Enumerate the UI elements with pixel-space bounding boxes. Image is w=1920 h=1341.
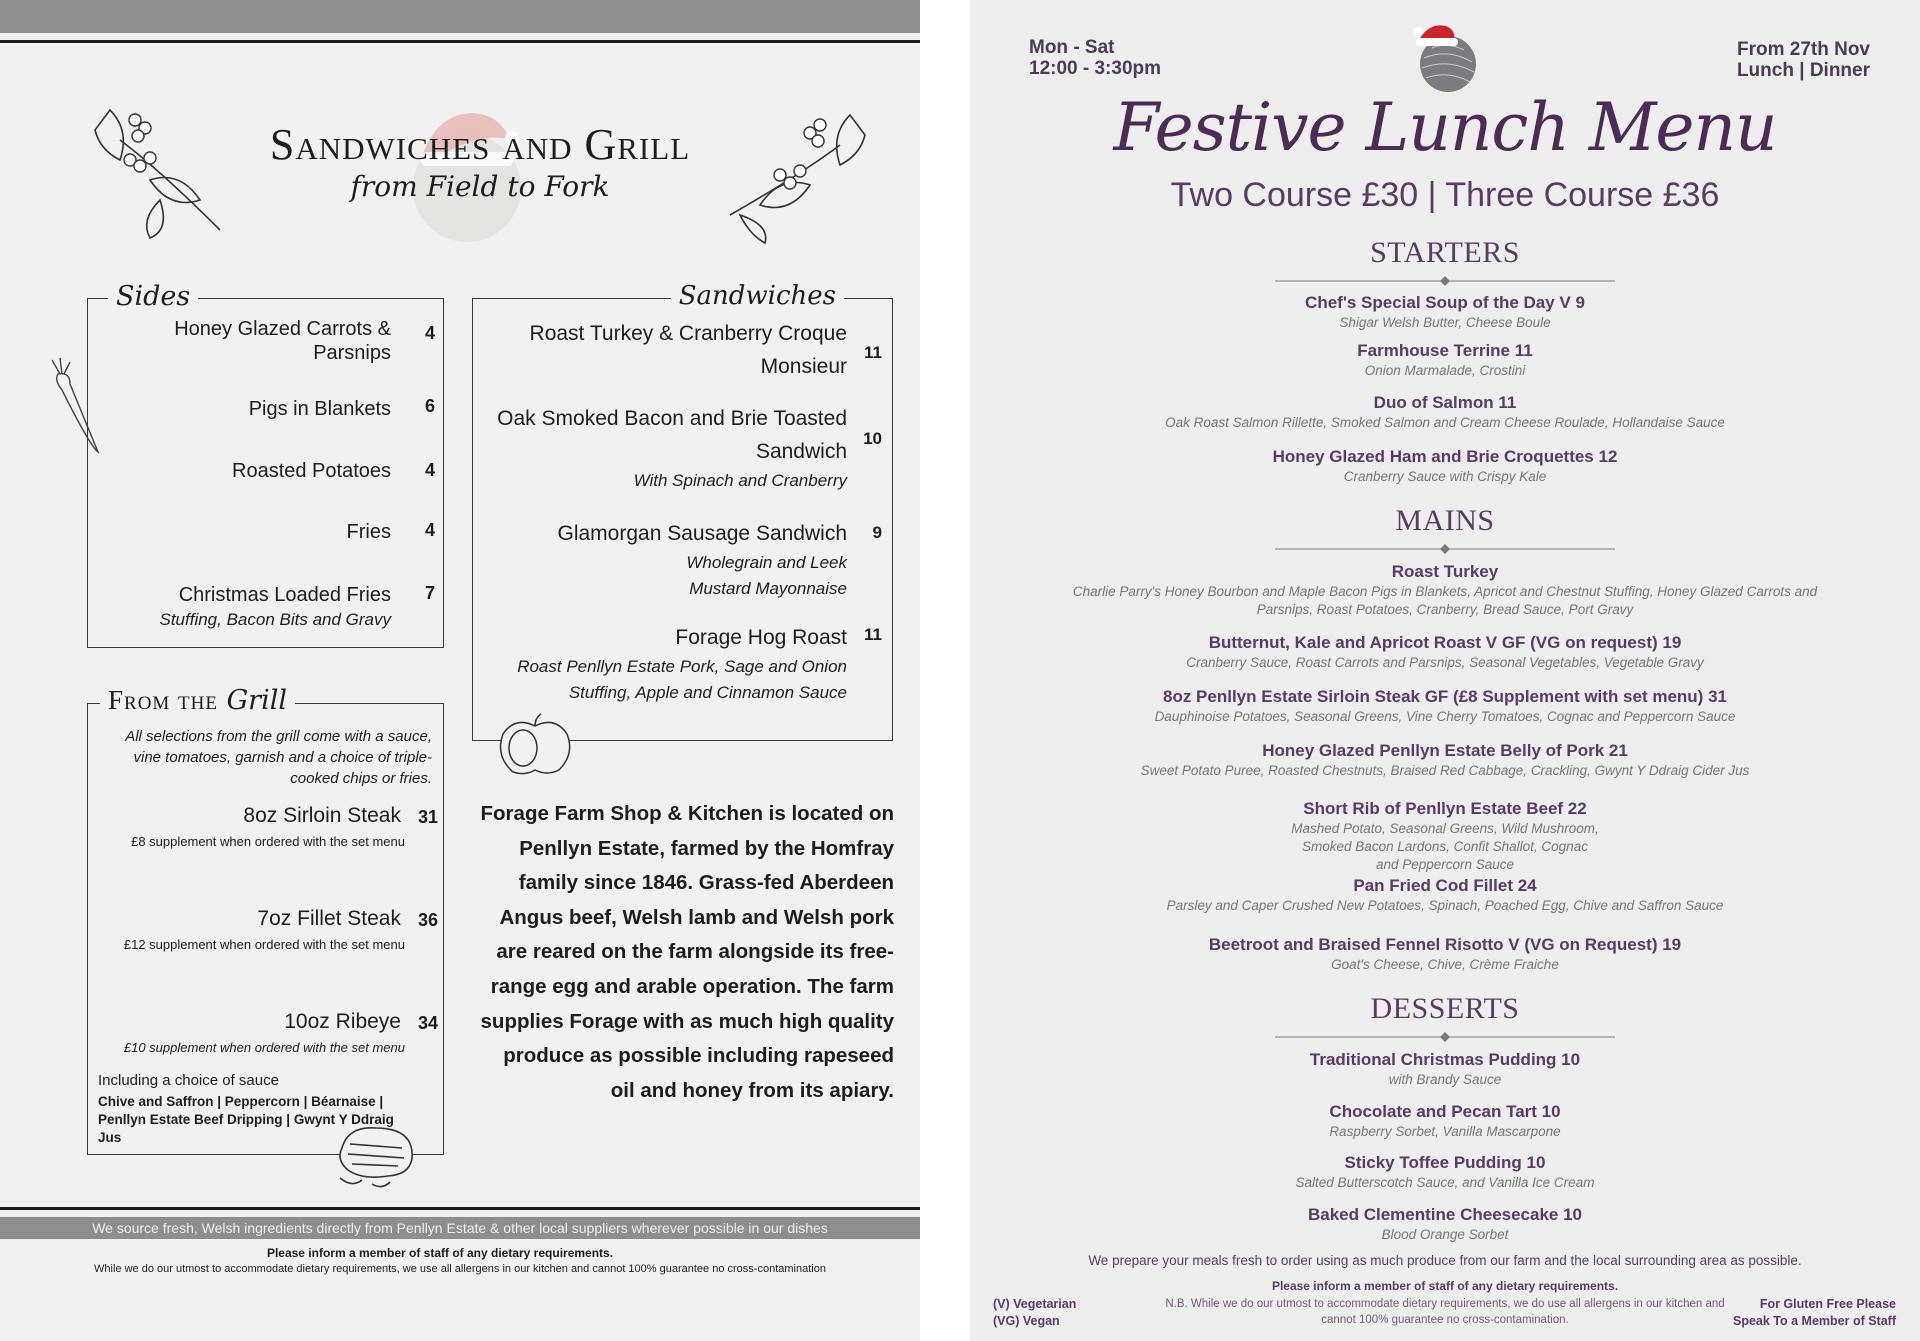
sandwich-desc: Roast Penllyn Estate Pork, Sage and Onion Stuffing, Apple and Cinnamon Sauce xyxy=(517,657,847,702)
section-divider xyxy=(1275,1030,1615,1044)
starter-item xyxy=(970,446,1920,486)
gluten-free-note xyxy=(1706,1296,1896,1330)
section-divider xyxy=(1275,542,1615,556)
dish-name: Sticky Toffee Pudding 10 xyxy=(1344,1153,1546,1172)
section-title: DESSERTS xyxy=(1370,992,1520,1025)
main-item xyxy=(970,632,1920,672)
side-item-price: 4 xyxy=(424,460,435,480)
sides-heading: Sides xyxy=(108,281,198,312)
dish-name: Baked Clementine Cheesecake 10 xyxy=(1307,1205,1583,1224)
main-item xyxy=(970,934,1920,974)
gf-note-line: For Gluten Free Please xyxy=(1759,1297,1896,1311)
bottom-divider xyxy=(0,1207,920,1210)
sandwich-name: Oak Smoked Bacon and Brie Toasted Sandwich xyxy=(497,407,847,463)
main-item xyxy=(970,875,1920,915)
starter-item xyxy=(970,292,1920,332)
dish-name: Traditional Christmas Pudding 10 xyxy=(1309,1050,1581,1069)
section-title: STARTERS xyxy=(1370,236,1520,269)
steak-note: £8 supplement when ordered with the set menu xyxy=(131,834,405,849)
dessert-item xyxy=(970,1101,1920,1141)
steak-icon xyxy=(332,1118,420,1192)
mains-heading xyxy=(970,504,1920,538)
desserts-heading xyxy=(970,992,1920,1026)
diet-legend xyxy=(993,1296,1076,1330)
services: Lunch | Dinner xyxy=(1736,60,1870,81)
grill-heading-grill: Grill xyxy=(226,685,287,716)
christmas-bauble-icon xyxy=(1408,18,1484,94)
main-item xyxy=(970,740,1920,780)
availability xyxy=(1680,39,1870,81)
dish-desc: Sweet Potato Puree, Roasted Chestnuts, Braised Red Cabbage, Crackling, Gwynt Y Ddraig Cider Jus xyxy=(1140,763,1750,778)
dish-name: Duo of Salmon 11 xyxy=(1373,393,1517,412)
dish-desc: Salted Butterscotch Sauce, and Vanilla Ice Cream xyxy=(1295,1175,1595,1190)
section-title: MAINS xyxy=(1395,504,1495,537)
grill-heading-from: From the xyxy=(108,685,218,715)
dish-desc: with Brandy Sauce xyxy=(1388,1072,1502,1087)
from-date: From 27th Nov xyxy=(1736,39,1870,60)
steak-note: £12 supplement when ordered with the set menu xyxy=(123,937,405,952)
sauce-heading: Including a choice of sauce xyxy=(98,1072,279,1089)
sandwich-item xyxy=(452,317,847,383)
section-divider xyxy=(1275,274,1615,288)
dish-desc: Mashed Potato, Seasonal Greens, Wild Mushroom, Smoked Bacon Lardons, Confit Shallot, Cognac and Peppercorn Sauce xyxy=(1291,821,1599,872)
steak-name: 10oz Ribeye xyxy=(284,1010,401,1033)
main-item xyxy=(970,686,1920,726)
opening-days xyxy=(1029,37,1161,79)
steak-price: 31 xyxy=(417,807,438,827)
sandwich-price: 11 xyxy=(864,625,882,644)
top-grey-bar xyxy=(0,0,920,33)
dish-name: Pan Fried Cod Fillet 24 xyxy=(1353,876,1537,895)
dish-name: Farmhouse Terrine 11 xyxy=(1357,341,1533,360)
dish-desc: Cranberry Sauce, Roast Carrots and Parsnips, Seasonal Vegetables, Vegetable Gravy xyxy=(1186,655,1704,670)
sandwich-price: 10 xyxy=(863,429,882,448)
sandwich-name: Roast Turkey & Cranberry Croque Monsieur xyxy=(529,322,847,378)
sandwich-name: Forage Hog Roast xyxy=(675,626,847,649)
allergen-disclaimer: While we do our utmost to accommodate dietary requirements, we use all allergens in our kitchen and cannot 100% guarantee no cross-contamination xyxy=(94,1263,826,1275)
dish-desc: Charlie Parry's Honey Bourbon and Maple Bacon Pigs in Blankets, Apricot and Chestnut Stuffing, Honey Glazed Carrots and Parsnips, Roast Potatoes, Cranberry, Bread Sauce, Port Gravy xyxy=(1072,584,1818,617)
dish-name: Beetroot and Braised Fennel Risotto V (VG on Request) 19 xyxy=(1208,935,1682,954)
steak-price: 34 xyxy=(417,1013,438,1033)
allergen-disclaimer: N.B. While we do our utmost to accommodate dietary requirements, we do use all allergens in our kitchen and cannot 100% guarantee no cross-contamination. xyxy=(1165,1298,1725,1326)
dish-name: Honey Glazed Penllyn Estate Belly of Pork 21 xyxy=(1262,741,1628,760)
sourcing-banner: We source fresh, Welsh ingredients directly from Penllyn Estate & other local suppliers wherever possible in our dishes xyxy=(0,1217,920,1239)
grill-section xyxy=(87,685,444,1155)
side-item-price: 4 xyxy=(424,520,435,540)
dessert-item xyxy=(970,1152,1920,1192)
side-item-name: Fries xyxy=(346,521,391,543)
dish-desc: Shigar Welsh Butter, Cheese Boule xyxy=(1339,315,1551,330)
starter-item xyxy=(970,392,1920,432)
starter-item xyxy=(970,340,1920,380)
main-item xyxy=(970,561,1920,619)
sides-section xyxy=(87,281,444,648)
sauce-list: Chive and Saffron | Peppercorn | Béarnaise | Penllyn Estate Beef Dripping | Gwynt Y Ddraig Jus xyxy=(98,1094,394,1145)
steak-name: 7oz Fillet Steak xyxy=(257,907,401,930)
course-pricing: Two Course £30 | Three Course £36 xyxy=(1170,176,1720,214)
dish-name: Chocolate and Pecan Tart 10 xyxy=(1329,1102,1561,1121)
side-item-name: Pigs in Blankets xyxy=(248,398,391,420)
dish-desc: Blood Orange Sorbet xyxy=(1381,1227,1509,1242)
steak-price: 36 xyxy=(417,910,438,930)
main-item xyxy=(970,798,1920,874)
side-item-price: 6 xyxy=(424,396,435,416)
gf-note-line: Speak To a Member of Staff xyxy=(1733,1314,1896,1328)
side-item-price: 4 xyxy=(424,323,435,343)
dish-name: Roast Turkey xyxy=(1391,562,1499,581)
hours-text: 12:00 - 3:30pm xyxy=(1029,58,1162,79)
sandwich-price: 11 xyxy=(864,343,882,362)
dish-desc: Raspberry Sorbet, Vanilla Mascarpone xyxy=(1329,1124,1561,1139)
grill-intro: All selections from the grill come with a sauce, vine tomatoes, garnish and a choice of triple-cooked chips or fries. xyxy=(125,728,432,787)
side-item-name: Christmas Loaded Fries xyxy=(178,584,391,606)
dessert-item xyxy=(970,1049,1920,1089)
sandwich-item xyxy=(452,402,847,494)
dish-desc: Goat's Cheese, Chive, Crème Fraiche xyxy=(1331,957,1559,972)
steak-note: £10 supplement when ordered with the set menu xyxy=(123,1040,405,1055)
grill-heading xyxy=(100,685,295,716)
sandwich-price: 9 xyxy=(872,523,882,542)
starters-heading xyxy=(970,236,1920,270)
top-divider xyxy=(0,40,920,43)
sandwiches-section xyxy=(472,281,893,741)
farm-description: Forage Farm Shop & Kitchen is located on Penllyn Estate, farmed by the Homfray family since 1846. Grass-fed Aberdeen Angus beef, Welsh lamb and Welsh pork are reared on the farm alongside its free-range egg and arable operation. The farm supplies Forage with as much high quality produce as possible including rapeseed oil and honey from its apiary. xyxy=(480,802,894,1102)
dish-name: Chef's Special Soup of the Day V 9 xyxy=(1305,293,1585,312)
side-item-name: Honey Glazed Carrots & Parsnips xyxy=(174,318,391,364)
dietary-notice: Please inform a member of staff of any dietary requirements. xyxy=(266,1246,614,1260)
legend-vegan: (VG) Vegan xyxy=(993,1314,1060,1328)
days-text: Mon - Sat xyxy=(1029,37,1115,58)
side-item-price: 7 xyxy=(424,583,435,603)
sandwich-desc: Wholegrain and Leek Mustard Mayonnaise xyxy=(686,553,847,598)
dish-name: Honey Glazed Ham and Brie Croquettes 12 xyxy=(1272,447,1618,466)
dietary-notice: Please inform a member of staff of any dietary requirements. xyxy=(1271,1279,1619,1293)
dish-desc: Onion Marmalade, Crostini xyxy=(1364,363,1526,378)
page-subtitle: from Field to Fork xyxy=(350,170,610,203)
steak-name: 8oz Sirloin Steak xyxy=(243,804,401,827)
dish-name: 8oz Penllyn Estate Sirloin Steak GF (£8 Supplement with set menu) 31 xyxy=(1163,687,1727,706)
festive-title: Festive Lunch Menu xyxy=(1113,89,1777,166)
dish-desc: Cranberry Sauce with Crispy Kale xyxy=(1343,469,1547,484)
side-item-name: Roasted Potatoes xyxy=(232,460,391,482)
dish-name: Butternut, Kale and Apricot Roast V GF (VG on request) 19 xyxy=(1208,633,1682,652)
apple-icon xyxy=(495,712,575,778)
legend-vegetarian: (V) Vegetarian xyxy=(993,1297,1077,1311)
dessert-item xyxy=(970,1204,1920,1244)
dish-desc: Parsley and Caper Crushed New Potatoes, Spinach, Poached Egg, Chive and Saffron Sauce xyxy=(1166,898,1724,913)
side-item-desc: Stuffing, Bacon Bits and Gravy xyxy=(159,610,391,629)
dish-desc: Dauphinoise Potatoes, Seasonal Greens, Vine Cherry Tomatoes, Cognac and Peppercorn Sauce xyxy=(1154,709,1736,724)
sandwich-item xyxy=(452,621,847,706)
fresh-produce-note: We prepare your meals fresh to order using as much produce from our farm and the local surrounding area as possible. xyxy=(1088,1253,1802,1268)
sandwich-item xyxy=(452,517,847,602)
sandwich-desc: With Spinach and Cranberry xyxy=(633,471,847,490)
sandwiches-heading: Sandwiches xyxy=(671,281,844,311)
dish-name: Short Rib of Penllyn Estate Beef 22 xyxy=(1303,799,1587,818)
dish-desc: Oak Roast Salmon Rillette, Smoked Salmon and Cream Cheese Roulade, Hollandaise Sauce xyxy=(1165,415,1725,430)
sandwich-name: Glamorgan Sausage Sandwich xyxy=(557,522,847,545)
page-title: Sandwiches and Grill xyxy=(269,120,691,169)
